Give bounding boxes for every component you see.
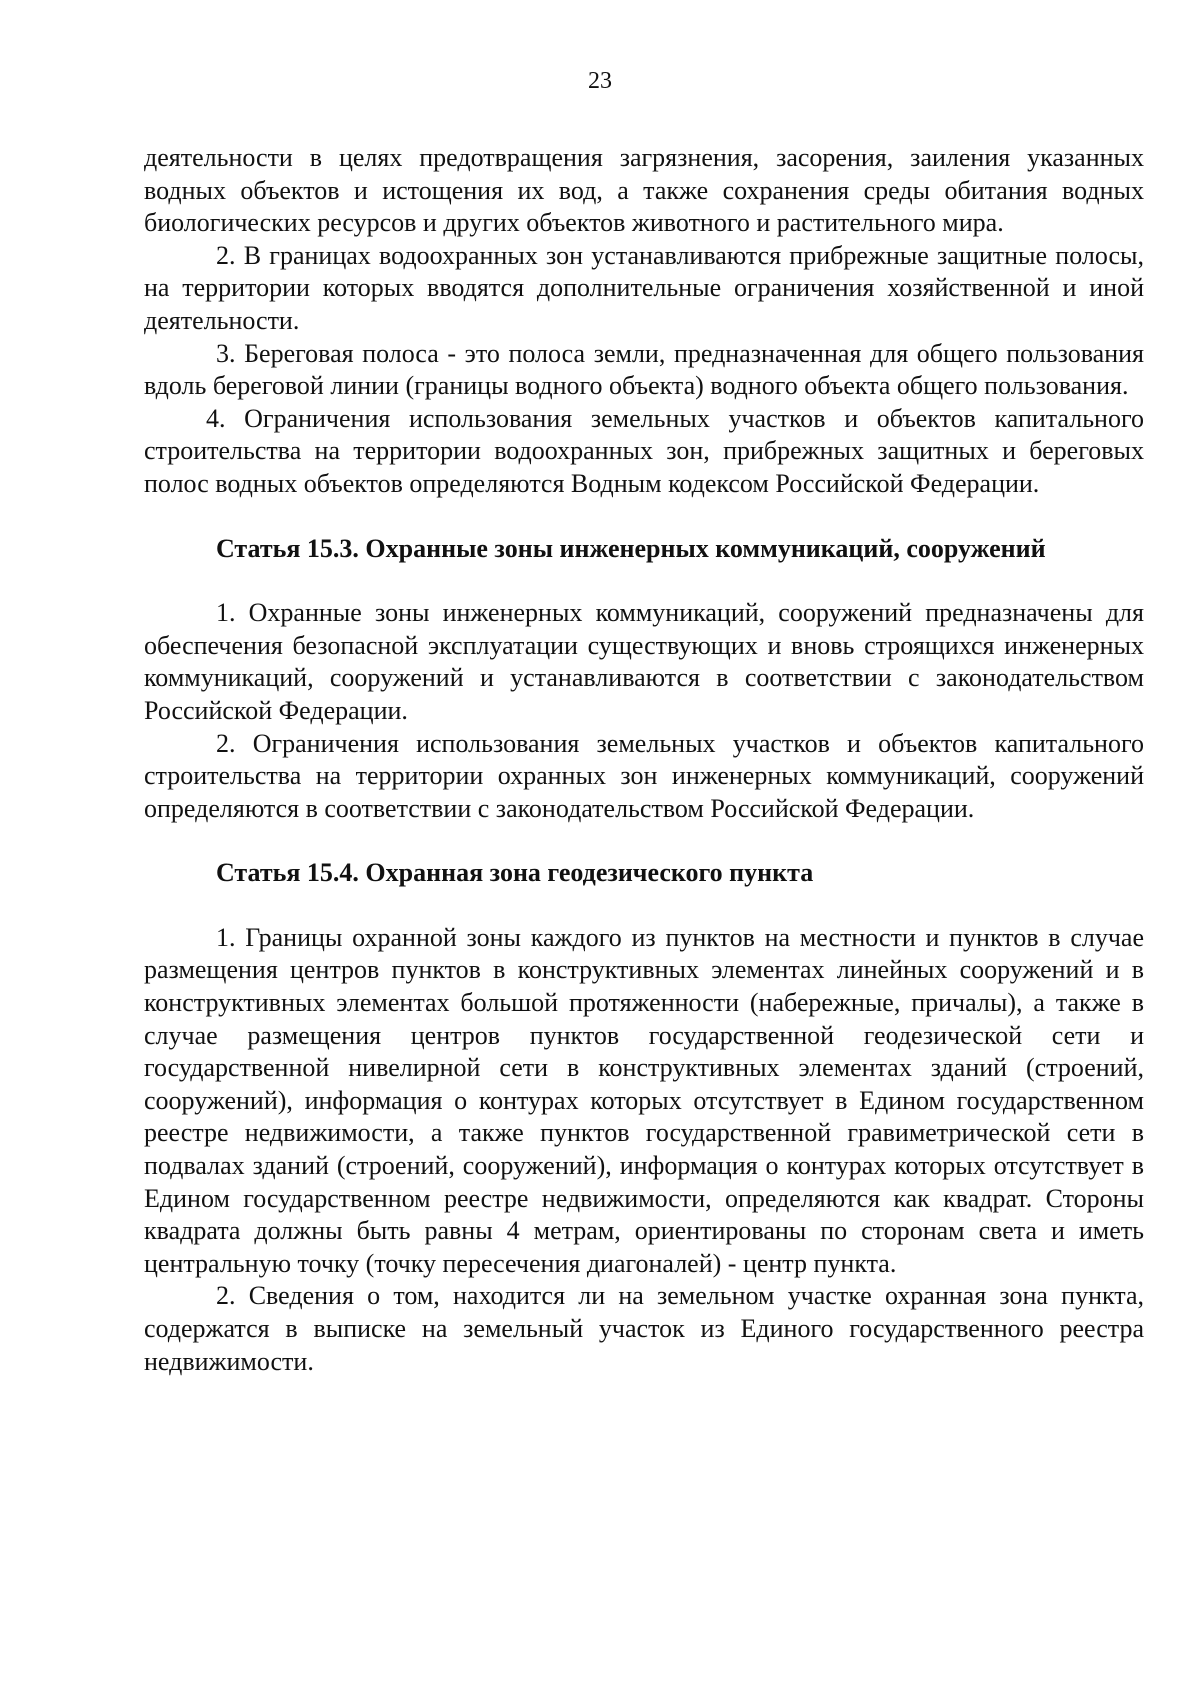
paragraph-15-4-item-1: 1. Границы охранной зоны каждого из пунктов на местности и пунктов в случае размещения центров пунктов в конструктивных элементах линейных сооружений и в конструктивных элементах большой протяженности (набережные, причалы), а также в случае размещения центров пунктов государственной геодезической сети и государственной нивелирной сети в конструктивных элементах зданий (строений, сооружений), информация о контурах которых отсутствует в Едином государственном реестре недвижимости, а также пунктов государственной гравиметрической сети в подвалах зданий (строений, сооружений), информация о контурах которых отсутствует в Едином государственном реестре недвижимости, определяются как квадрат. Стороны квадрата должны быть равны 4 метрам, ориентированы по сторонам света и иметь центральную точку (точку пересечения диагоналей) - центр пункта. [144,922,1144,1278]
page-number: 23 [588,68,612,94]
paragraph-15-3-item-2: 2. Ограничения использования земельных участков и объектов капитального строительства на территории охранных зон инженерных коммуникаций, сооружений определяются в соответствии с законодательством Российской Федерации. [144,728,1144,823]
paragraph-item-3: 3. Береговая полоса - это полоса земли, предназначенная для общего пользования вдоль береговой линии (границы водного объекта) водного объекта общего пользования. [144,338,1144,401]
article-heading-15-3: Статья 15.3. Охранные зоны инженерных коммуникаций, сооружений [216,533,1046,563]
paragraph-item-2: 2. В границах водоохранных зон устанавливаются прибрежные защитные полосы, на территории которых вводятся дополнительные ограничения хозяйственной и иной деятельности. [144,240,1144,335]
document-body [144,142,1144,1378]
paragraph-15-3-item-1: 1. Охранные зоны инженерных коммуникаций, сооружений предназначены для обеспечения безопасной эксплуатации существующих и вновь строящихся инженерных коммуникаций, сооружений и устанавливаются в соответствии с законодательством Российской Федерации. [144,598,1144,725]
article-heading-15-4: Статья 15.4. Охранная зона геодезического пункта [216,858,814,888]
paragraph-continuation: деятельности в целях предотвращения загрязнения, засорения, заиления указанных водных объектов и истощения их вод, а также сохранения среды обитания водных биологических ресурсов и других объектов животного и растительного мира. [144,143,1144,238]
paragraph-15-4-item-2: 2. Сведения о том, находится ли на земельном участке охранная зона пункта, содержатся в выписке на земельный участок из Единого государственного реестра недвижимости. [144,1281,1144,1376]
paragraph-item-4: 4. Ограничения использования земельных участков и объектов капитального строительства на территории водоохранных зон, прибрежных защитных и береговых полос водных объектов определяются Водным кодексом Российской Федерации. [144,403,1144,498]
